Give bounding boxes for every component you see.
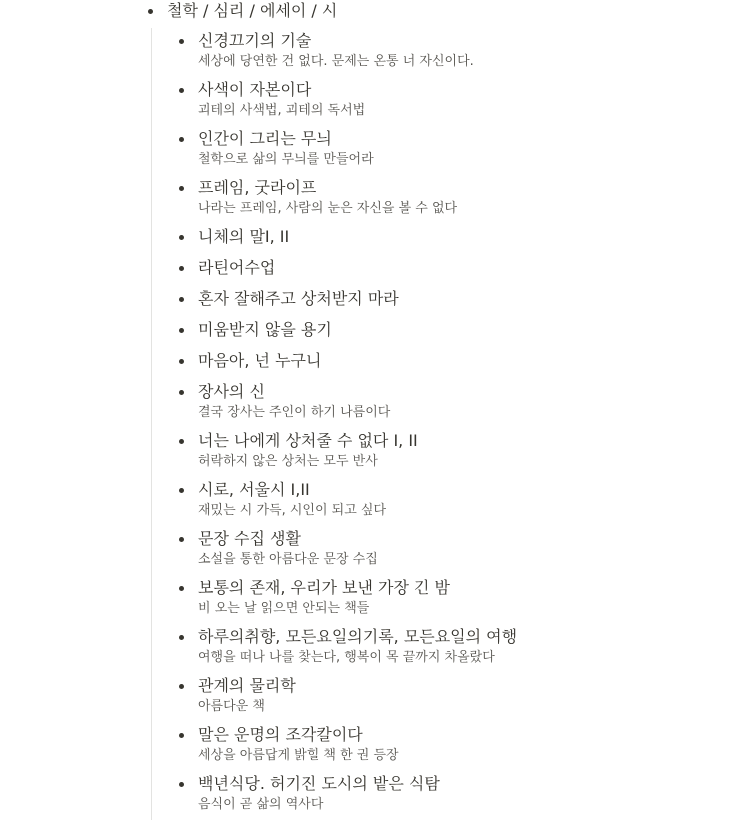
book-title[interactable]: 보통의 존재, 우리가 보낸 가장 긴 밤 [198,578,450,597]
bullet-icon [179,782,184,787]
book-title[interactable]: 말은 운명의 조각칼이다 [198,725,363,744]
book-item [179,177,750,226]
book-title[interactable]: 너는 나에게 상처줄 수 없다 I, II [198,431,418,450]
book-title[interactable]: 하루의취향, 모든요일의기록, 모든요일의 여행 [198,627,518,646]
book-subtitle[interactable]: 여행을 떠나 나를 찾는다, 행복이 목 끝까지 차올랐다 [198,650,495,665]
book-title[interactable]: 문장 수집 생활 [198,529,301,548]
book-item [179,773,750,820]
book-item [179,30,750,79]
bullet-icon [179,733,184,738]
book-subtitle[interactable]: 나라는 프레임, 사람의 눈은 자신을 볼 수 없다 [198,201,458,216]
book-subtitle[interactable]: 허락하지 않은 상처는 모두 반사 [198,454,378,469]
bullet-icon [179,297,184,302]
bullet-icon [179,328,184,333]
book-title[interactable]: 사색이 자본이다 [198,80,312,99]
book-title[interactable]: 마음아, 넌 누구니 [198,351,322,370]
bullet-icon [179,235,184,240]
bullet-icon [179,137,184,142]
book-subtitle[interactable]: 결국 장사는 주인이 하기 나름이다 [198,405,391,420]
book-subtitle[interactable]: 재밌는 시 가득, 시인이 되고 싶다 [198,503,387,518]
book-item [179,724,750,773]
book-title[interactable]: 신경끄기의 기술 [198,31,312,50]
book-item [179,430,750,479]
book-title[interactable]: 관계의 물리학 [198,676,296,695]
book-subtitle[interactable]: 소설을 통한 아름다운 문장 수집 [198,552,378,567]
book-title[interactable]: 시로, 서울시 I,II [198,480,310,499]
category-item [148,0,750,22]
bullet-icon [148,9,153,14]
indent-guide-line [151,28,152,820]
bullet-icon [179,186,184,191]
book-subtitle[interactable]: 음식이 곧 삶의 역사다 [198,797,324,812]
book-title[interactable]: 장사의 신 [198,382,265,401]
book-item [179,350,750,381]
bullet-icon [179,390,184,395]
bullet-icon [179,684,184,689]
book-subtitle[interactable]: 비 오는 날 읽으면 안되는 책들 [198,601,370,616]
bullet-icon [179,359,184,364]
book-title[interactable]: 백년식당. 허기진 도시의 밭은 식탐 [198,774,440,793]
book-title[interactable]: 니체의 말I, II [198,227,290,246]
book-item [179,626,750,675]
bullet-icon [179,39,184,44]
book-item [179,79,750,128]
bullet-icon [179,88,184,93]
bullet-icon [179,586,184,591]
bullet-icon [179,537,184,542]
bullet-icon [179,439,184,444]
book-item [179,257,750,288]
book-title[interactable]: 라틴어수업 [198,258,276,277]
book-item [179,226,750,257]
book-subtitle[interactable]: 세상을 아름답게 밝힐 책 한 권 등장 [198,748,399,763]
book-subtitle[interactable]: 아름다운 책 [198,699,265,714]
bullet-icon [179,488,184,493]
book-title[interactable]: 혼자 잘해주고 상처받지 마라 [198,289,399,308]
book-item [179,128,750,177]
book-title[interactable]: 프레임, 굿라이프 [198,178,317,197]
bullet-icon [179,266,184,271]
book-subtitle[interactable]: 세상에 당연한 건 없다. 문제는 온통 너 자신이다. [198,54,474,69]
book-title[interactable]: 미움받지 않을 용기 [198,320,332,339]
book-item [179,319,750,350]
book-item [179,479,750,528]
book-item [179,675,750,724]
category-title[interactable]: 철학 / 심리 / 에세이 / 시 [167,1,338,20]
book-item [179,577,750,626]
book-list [179,30,750,820]
book-item [179,288,750,319]
book-item [179,381,750,430]
bullet-icon [179,635,184,640]
book-subtitle[interactable]: 철학으로 삶의 무늬를 만들어라 [198,152,374,167]
book-item [179,528,750,577]
book-title[interactable]: 인간이 그리는 무늬 [198,129,332,148]
book-subtitle[interactable]: 괴테의 사색법, 괴테의 독서법 [198,103,366,118]
